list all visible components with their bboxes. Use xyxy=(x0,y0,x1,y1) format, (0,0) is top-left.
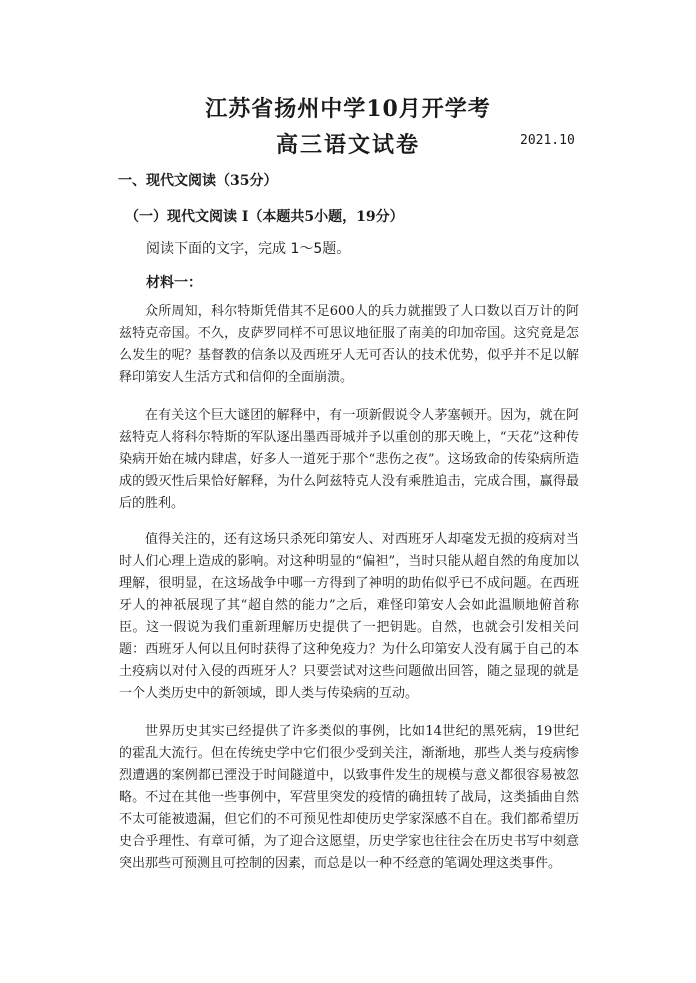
passage-paragraph-3: 值得关注的，还有这场只杀死印第安人、对西班牙人却毫发无损的疫病对当时人们心理上造成的影响。对这种明显的“偏袒”，当时只能从超自然的角度加以理解，很明显，在这场战争中哪一方得到了神明的助佑似乎已不成问题。在西班牙人的神祇展现了其“超自然的能力”之后，难怪印第安人会如此温顺地俯首称臣。这一假说为我们重新理解历史提供了一把钥匙。自然，也就会引发相关问题：西班牙人何以且何时获得了这种免疫力？为什么印第安人没有属于自己的本土疫病以对付入侵的西班牙人？只要尝试对这些问题做出回答，随之显现的就是一个人类历史中的新领域，即人类与传染病的互动。 xyxy=(119,532,579,701)
reading-instruction: 阅读下面的文字，完成 1～5题。 xyxy=(146,241,351,257)
exam-date: 2021.10 xyxy=(520,133,575,148)
passage-paragraph-4: 世界历史其实已经提供了许多类似的事例，比如14世纪的黑死病，19世纪的霍乱大流行。但在传统史学中它们很少受到关注，渐渐地，那些人类与疫病惨烈遭遇的案例都已湮没于时间隧道中，以致事件发生的规模与意义都很容易被忽略。不过在其他一些事例中，军营里突发的疫情的确扭转了战局，这类插曲自然不太可能被遗漏，但它们的不可预见性却使历史学家深感不自在。我们都希望历史合乎理性、有章可循，为了迎合这愿望，历史学家也往往会在历史书写中刻意突出那些可预测且可控制的因素，而总是以一种不经意的笔调处理这类事件。 xyxy=(119,724,579,871)
subsection-heading: （一）现代文阅读 I（本题共5小题，19分） xyxy=(125,209,404,225)
passage-body xyxy=(119,301,579,891)
passage-paragraph-1: 众所周知，科尔特斯凭借其不足600人的兵力就摧毁了人口数以百万计的阿兹特克帝国。不久，皮萨罗同样不可思议地征服了南美的印加帝国。这究竟是怎么发生的呢？基督教的信条以及西班牙人无可否认的技术优势，似乎并不足以解释印第安人生活方式和信仰的全面崩溃。 xyxy=(119,304,579,385)
exam-title: 江苏省扬州中学10月开学考 xyxy=(205,96,491,122)
section-heading: 一、现代文阅读（35分） xyxy=(118,173,278,189)
material-label: 材料一： xyxy=(146,275,202,291)
exam-subtitle: 高三语文试卷 xyxy=(275,132,420,158)
passage-paragraph-2: 在有关这个巨大谜团的解释中，有一项新假说令人茅塞顿开。因为，就在阿兹特克人将科尔特斯的军队逐出墨西哥城并予以重创的那天晚上，“天花”这种传染病开始在城内肆虐，好多人一道死于那个“悲伤之夜”。这场致命的传染病所造成的毁灭性后果恰好解释，为什么阿兹特克人没有乘胜追击，完成合围，赢得最后的胜利。 xyxy=(119,408,579,511)
